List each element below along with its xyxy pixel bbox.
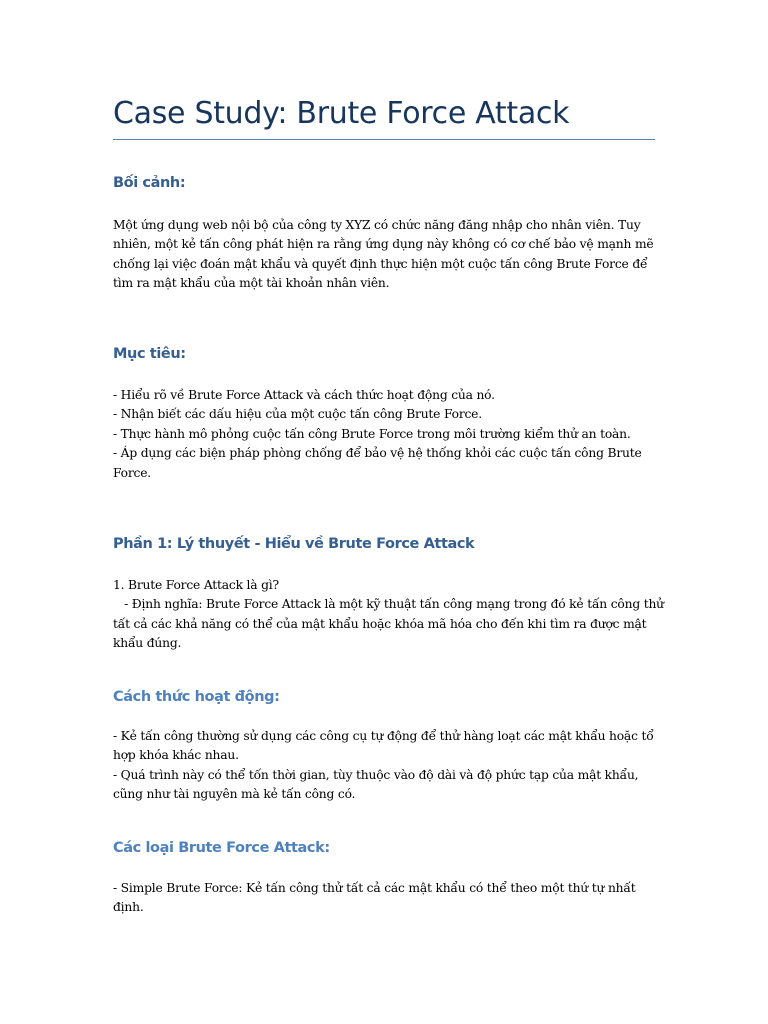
heading-context: Bối cảnh: (113, 175, 186, 191)
text-line: - Kẻ tấn công thường sử dụng các công cụ tự động để thử hàng loạt các mật khẩu hoặc tổ (113, 729, 654, 743)
text-line: cũng như tài nguyên mà kẻ tấn công có. (113, 787, 356, 802)
text-line: tất cả các khả năng có thể của mật khẩu hoặc khóa mã hóa cho đến khi tìm ra được mật (113, 616, 647, 631)
text-line: - Quá trình này có thể tốn thời gian, tùy thuộc vào độ dài và độ phức tạp của mật khẩu, (113, 767, 639, 782)
text-line: Một ứng dụng web nội bộ của công ty XYZ có chức năng đăng nhập cho nhân viên. Tuy (113, 218, 641, 232)
text-line: - Áp dụng các biện pháp phòng chống để bảo vệ hệ thống khỏi các cuộc tấn công Brute (113, 446, 642, 461)
heading-part-1-theory: Phần 1: Lý thuyết - Hiểu về Brute Force Attack (113, 536, 475, 552)
paragraph-attack-types (113, 879, 655, 918)
text-line: Force. (113, 465, 152, 480)
text-line: nhiên, một kẻ tấn công phát hiện ra rằng ứng dụng này không có cơ chế bảo vệ mạnh mẽ (113, 237, 654, 252)
text-line: khẩu đúng. (113, 636, 182, 651)
text-line: 1. Brute Force Attack là gì? (113, 578, 279, 592)
text-line: định. (113, 900, 144, 915)
text-line: hợp khóa khác nhau. (113, 748, 239, 763)
heading-attack-types: Các loại Brute Force Attack: (113, 840, 330, 856)
paragraph-objectives (113, 386, 655, 483)
text-line: - Nhận biết các dấu hiệu của một cuộc tấn công Brute Force. (113, 407, 482, 422)
heading-objectives: Mục tiêu: (113, 346, 186, 362)
heading-how-it-works: Cách thức hoạt động: (113, 689, 280, 705)
text-line: tìm ra mật khẩu của một tài khoản nhân viên. (113, 276, 390, 291)
paragraph-definition (113, 576, 664, 654)
paragraph-context (113, 216, 655, 294)
title-underline (113, 139, 655, 140)
text-line: - Thực hành mô phỏng cuộc tấn công Brute Force trong môi trường kiểm thử an toàn. (113, 426, 631, 441)
paragraph-how-it-works (113, 727, 655, 805)
text-line: - Hiểu rõ về Brute Force Attack và cách thức hoạt động của nó. (113, 388, 495, 402)
text-line: - Định nghĩa: Brute Force Attack là một kỹ thuật tấn công mạng trong đó kẻ tấn công thử (113, 597, 664, 612)
text-line: - Simple Brute Force: Kẻ tấn công thử tất cả các mật khẩu có thể theo một thứ tự nhất (113, 881, 636, 895)
document-title: Case Study: Brute Force Attack (113, 96, 570, 131)
text-line: chống lại việc đoán mật khẩu và quyết định thực hiện một cuộc tấn công Brute Force để (113, 256, 648, 271)
